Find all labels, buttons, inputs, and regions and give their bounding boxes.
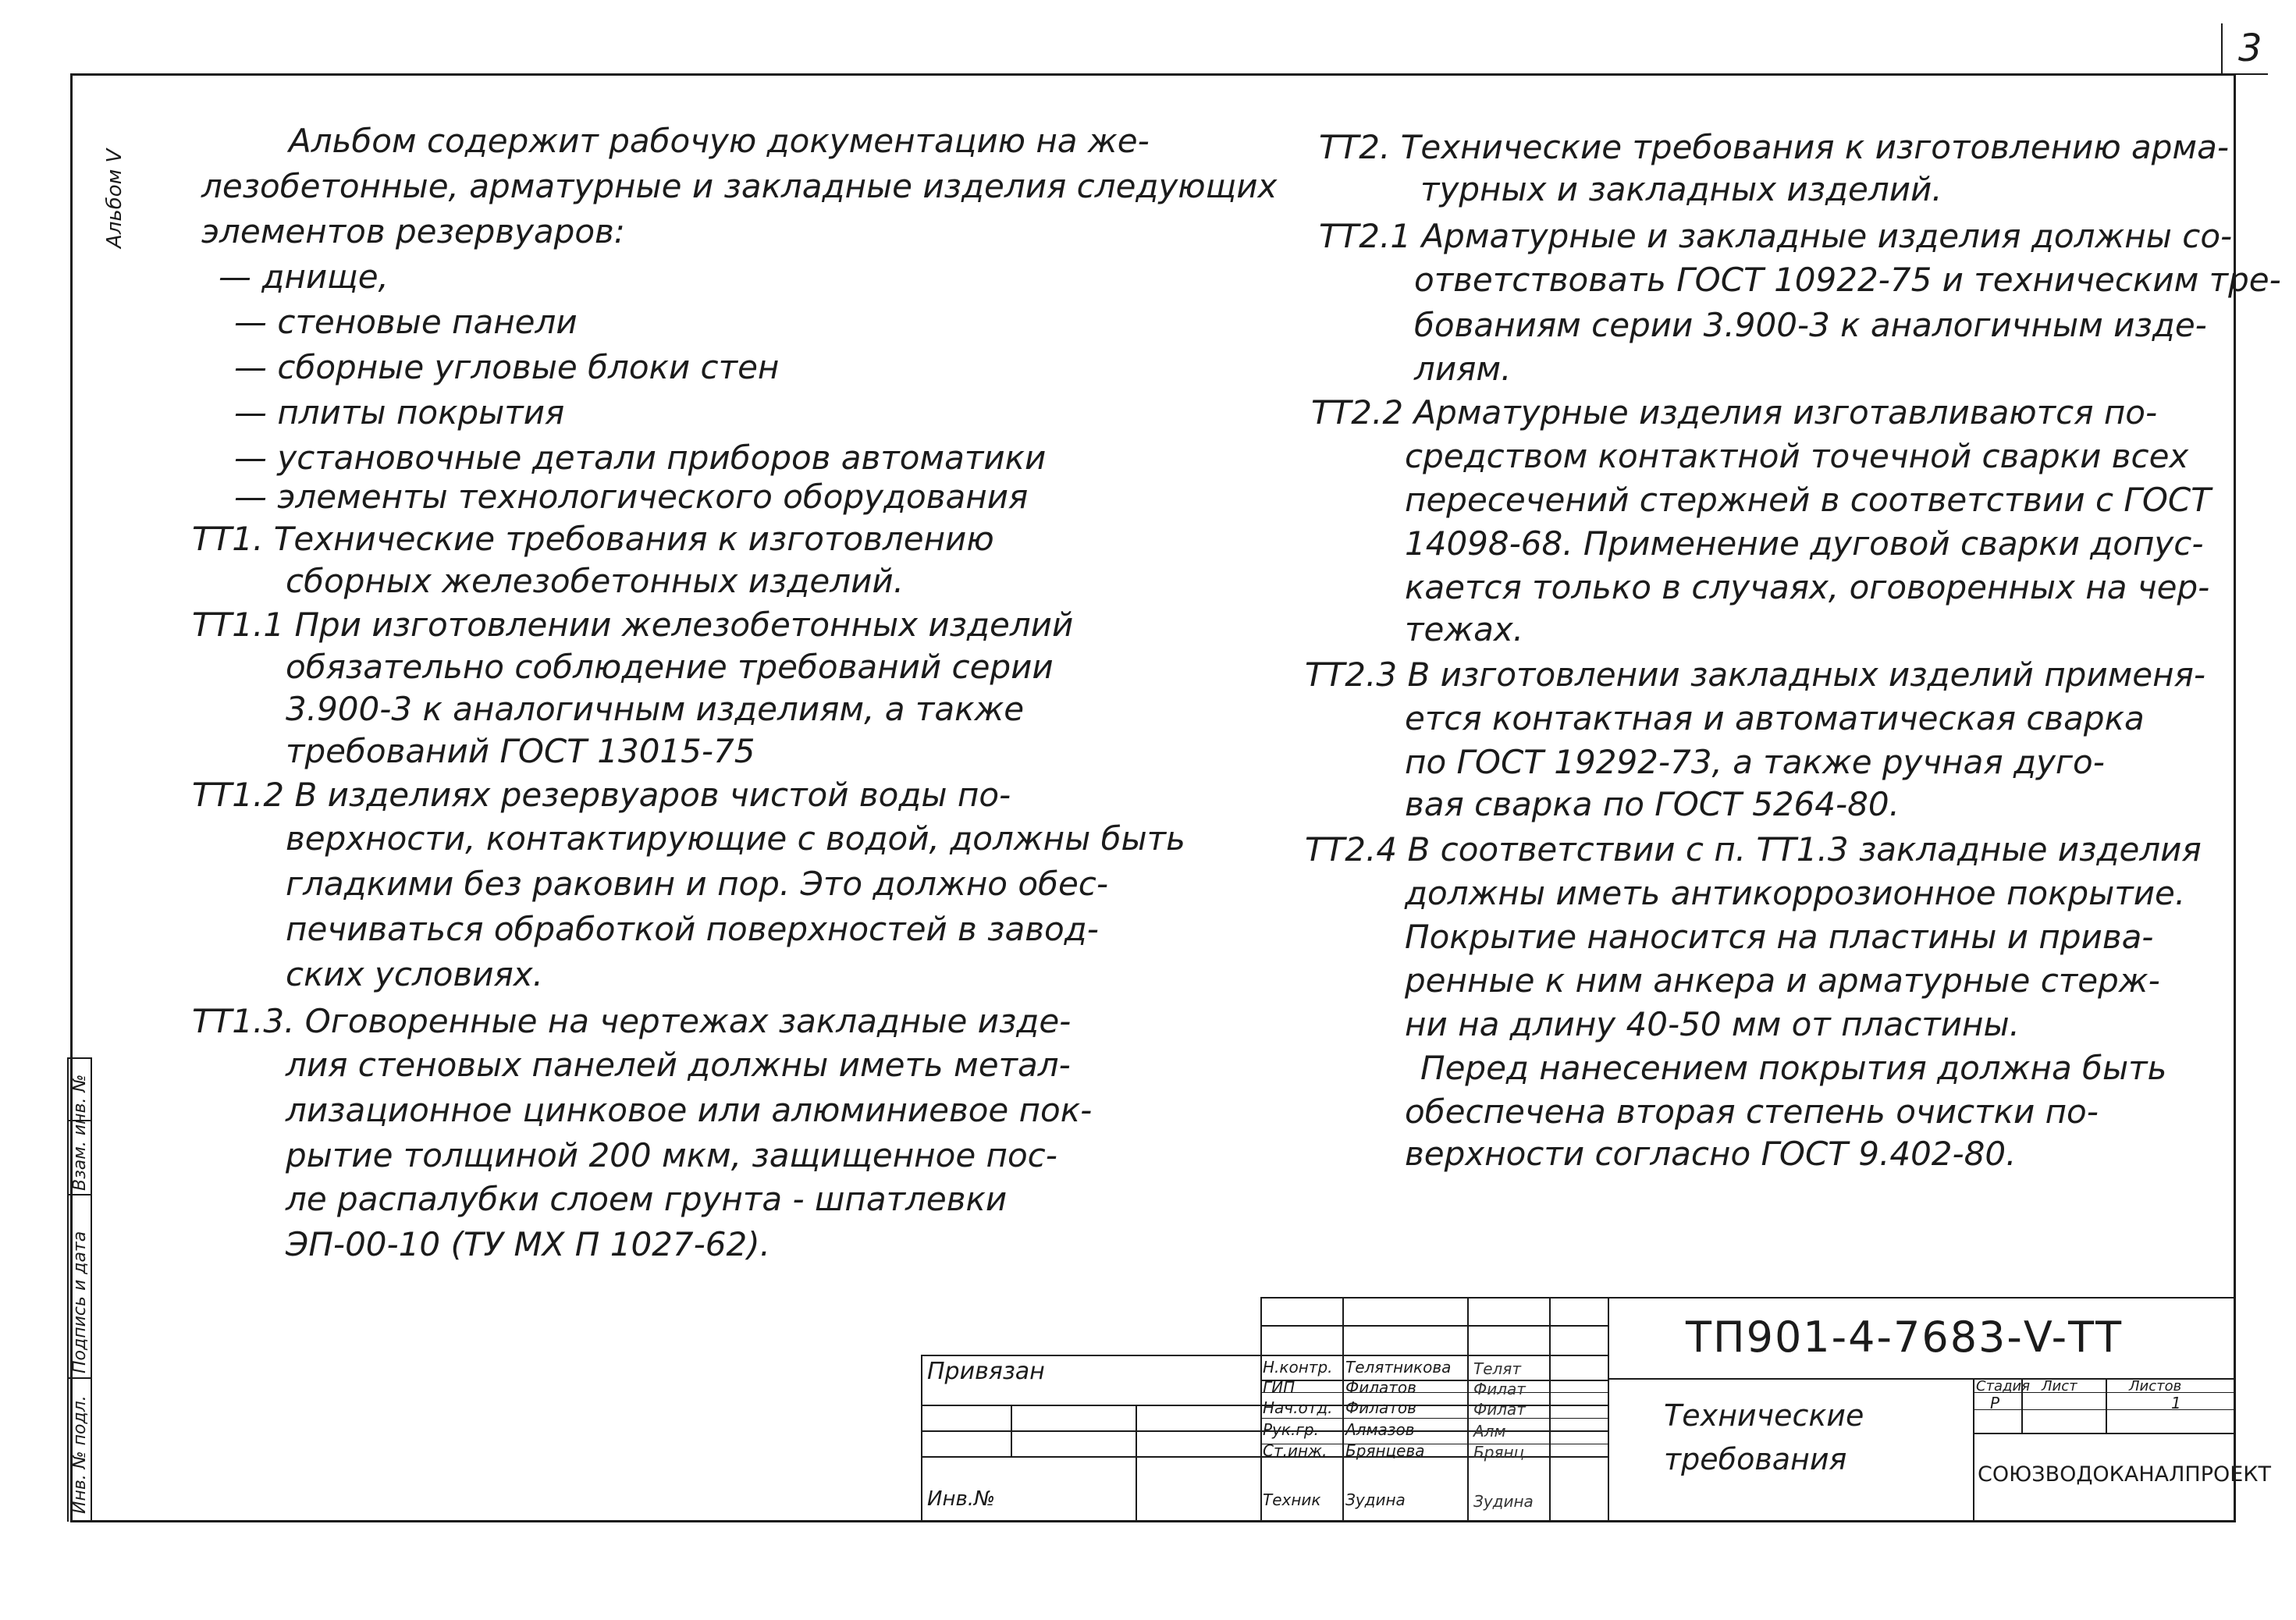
left-line: ТТ1.3. Оговоренные на чертежах закладные изде- [192, 1002, 1072, 1040]
right-line: пересечений стержней в соответствии с ГОСТ [1405, 481, 2211, 519]
role-label: ГИП [1263, 1378, 1295, 1397]
right-line: Покрытие наносится на пластины и прива- [1405, 918, 2154, 956]
left-line: — элементы технологического оборудования [234, 478, 1029, 516]
role-label: Н.контр. [1263, 1358, 1333, 1377]
album-label: Альбом V [103, 148, 126, 248]
stage-value: Р [1990, 1394, 2000, 1412]
left-line: ТТ1. Технические требования к изготовлению [192, 520, 994, 558]
signature: Брянц [1473, 1443, 1525, 1462]
right-line: средством контактной точечной сварки всех [1405, 437, 2189, 475]
name-label: Филатов [1345, 1378, 1416, 1397]
privyazan-label: Привязан [927, 1358, 1045, 1385]
right-line: Перед нанесением покрытия должна быть [1420, 1049, 2167, 1087]
page-box-left [2221, 23, 2223, 75]
left-line: ских условиях. [286, 955, 543, 993]
left-line: лезобетонные, арматурные и закладные изделия следующих [201, 167, 1278, 205]
sheets-value: 1 [2171, 1394, 2181, 1412]
left-line: верхности, контактирующие с водой, должны быть [286, 819, 1185, 858]
name-label: Зудина [1345, 1490, 1406, 1509]
side-stamp-podpis: Подпись и дата [70, 1231, 90, 1373]
role-label: Нач.отд. [1263, 1398, 1333, 1417]
signature: Филат [1473, 1380, 1526, 1398]
inv-no-label: Инв.№ [927, 1487, 996, 1511]
left-line: гладкими без раковин и пор. Это должно обес- [286, 865, 1109, 903]
right-line: ТТ2.4 В соответствии с п. ТТ1.3 закладные изделия [1305, 830, 2202, 869]
signature: Зудина [1473, 1492, 1534, 1511]
role-label: Рук.гр. [1263, 1420, 1319, 1439]
left-line: лизационное цинковое или алюминиевое пок- [286, 1091, 1093, 1129]
page-box-bottom [2221, 73, 2268, 75]
left-line: — плиты покрытия [234, 393, 565, 432]
right-line: обеспечена вторая степень очистки по- [1405, 1092, 2099, 1131]
right-line: тежах. [1405, 610, 1524, 648]
right-line: ТТ2.1 Арматурные и закладные изделия должны со- [1319, 217, 2233, 255]
side-stamp-vzam: Взам. инв. № [70, 1074, 90, 1191]
left-line: — сборные угловые блоки стен [234, 348, 780, 386]
left-line: — днище, [219, 258, 389, 296]
right-line: верхности согласно ГОСТ 9.402-80. [1405, 1135, 2017, 1173]
right-line: ТТ2. Технические требования к изготовлению арма- [1319, 128, 2230, 166]
signature: Телят [1473, 1359, 1521, 1378]
signature: Филат [1473, 1400, 1526, 1419]
name-label: Телятникова [1345, 1358, 1452, 1377]
sheet-title-line-1: Технические [1664, 1398, 1864, 1433]
right-line: должны иметь антикоррозионное покрытие. [1405, 874, 2186, 912]
left-line: лия стеновых панелей должны иметь метал- [286, 1046, 1071, 1084]
sheet-label: Лист [2042, 1378, 2077, 1394]
left-line: 3.900-3 к аналогичным изделиям, а также [286, 690, 1025, 728]
right-line: ется контактная и автоматическая сварка [1405, 699, 2145, 737]
left-line: рытие толщиной 200 мкм, защищенное пос- [286, 1136, 1057, 1174]
right-line: бованиям серии 3.900-3 к аналогичным изде- [1414, 306, 2207, 344]
frame-bottom [70, 1520, 2236, 1522]
right-line: ТТ2.3 В изготовлении закладных изделий применя- [1305, 655, 2206, 694]
sheet-title-line-2: требования [1664, 1442, 1847, 1476]
sheets-label: Листов [2129, 1378, 2182, 1394]
name-label: Филатов [1345, 1398, 1416, 1417]
signature: Алм [1473, 1422, 1506, 1441]
right-line: ренные к ним анкера и арматурные стерж- [1405, 961, 2160, 1000]
document-code: ТП901-4-7683-V-ТТ [1686, 1313, 2124, 1362]
role-label: Техник [1263, 1490, 1321, 1509]
right-line: вая сварка по ГОСТ 5264-80. [1405, 785, 1900, 823]
name-label: Брянцева [1345, 1441, 1425, 1460]
role-label: Ст.инж. [1263, 1441, 1327, 1460]
right-line: ТТ2.2 Арматурные изделия изготавливаются по- [1311, 393, 2158, 432]
right-line: лиям. [1414, 350, 1512, 388]
left-line: сборных железобетонных изделий. [286, 562, 905, 600]
left-line: — установочные детали приборов автоматики [234, 439, 1047, 477]
right-line: турных и закладных изделий. [1420, 170, 1942, 208]
left-line: ТТ1.2 В изделиях резервуаров чистой воды по- [192, 776, 1011, 814]
frame-top [70, 73, 2236, 76]
right-line: ответствовать ГОСТ 10922-75 и техническим тре- [1414, 261, 2281, 299]
right-line: по ГОСТ 19292-73, а также ручная дуго- [1405, 743, 2105, 781]
left-line: Альбом содержит рабочую документацию на же- [289, 122, 1150, 160]
left-line: элементов резервуаров: [201, 212, 625, 250]
name-label: Алмазов [1345, 1420, 1415, 1439]
right-line: ни на длину 40-50 мм от пластины. [1405, 1005, 2020, 1043]
left-line: печиваться обработкой поверхностей в завод- [286, 910, 1099, 948]
left-line: ЭП-00-10 (ТУ МХ П 1027-62). [286, 1225, 770, 1263]
stage-label: Стадия [1976, 1378, 2031, 1394]
left-line: обязательно соблюдение требований серии [286, 648, 1054, 686]
organization: СОЮЗВОДОКАНАЛПРОЕКТ [1978, 1462, 2271, 1487]
left-line: ле распалубки слоем грунта - шпатлевки [286, 1180, 1008, 1218]
left-line: требований ГОСТ 13015-75 [286, 732, 755, 770]
left-line: ТТ1.1 При изготовлении железобетонных изделий [192, 606, 1074, 644]
right-line: 14098-68. Применение дуговой сварки допус- [1405, 524, 2204, 563]
side-stamp-inv-podl: Инв. № подл. [70, 1395, 90, 1514]
page-number: 3 [2238, 27, 2262, 70]
left-line: — стеновые панели [234, 303, 578, 341]
right-line: кается только в случаях, оговоренных на чер- [1405, 568, 2210, 606]
